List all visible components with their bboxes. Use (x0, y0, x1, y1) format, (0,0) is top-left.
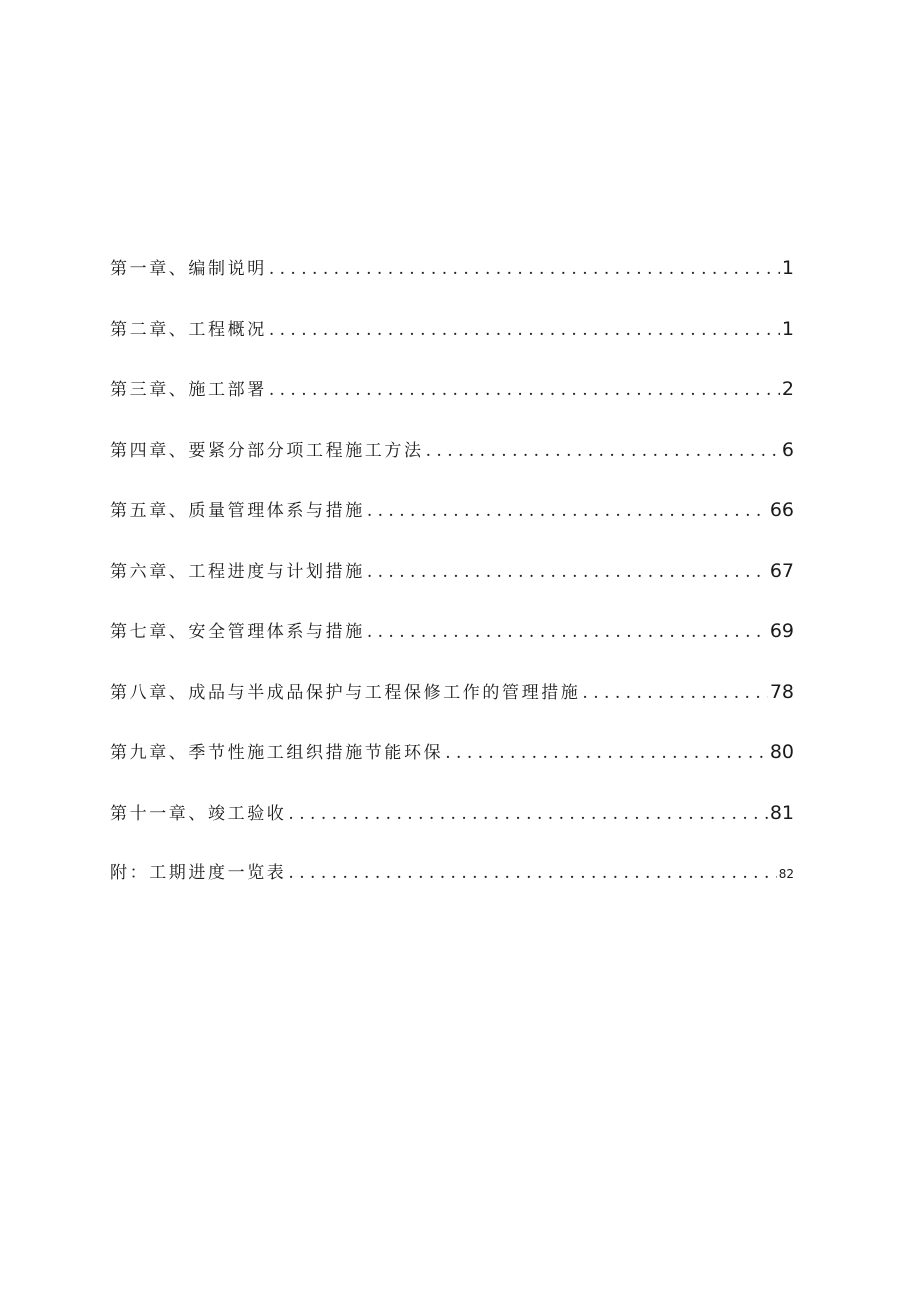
toc-dot-leader (367, 562, 768, 582)
toc-entry-title: 第四章、要紧分部分项工程施工方法 (110, 441, 424, 461)
toc-dot-leader (582, 683, 767, 703)
toc-entry-title: 第九章、季节性施工组织措施节能环保 (110, 743, 444, 763)
toc-entry-title: 第一章、编制说明 (110, 259, 267, 279)
toc-entry-page-number: 66 (769, 499, 794, 521)
toc-entry[interactable] (110, 254, 794, 284)
toc-dot-leader (288, 804, 767, 824)
toc-entry[interactable] (110, 738, 794, 768)
toc-entry-title: 第五章、质量管理体系与措施 (110, 501, 365, 521)
toc-entry-page-number: 78 (769, 681, 794, 703)
toc-entry[interactable] (110, 678, 794, 708)
toc-dot-leader (269, 320, 780, 340)
toc-entry[interactable] (110, 315, 794, 345)
toc-entry-page-number: 81 (769, 802, 794, 824)
toc-entry-title: 第八章、成品与半成品保护与工程保修工作的管理措施 (110, 683, 581, 703)
toc-dot-leader (269, 259, 780, 279)
toc-entry-page-number: 82 (778, 867, 794, 881)
toc-entry-page-number: 1 (781, 257, 794, 279)
toc-entry-page-number: 69 (769, 620, 794, 642)
toc-entry-title: 第七章、安全管理体系与措施 (110, 622, 365, 642)
toc-entry-page-number: 2 (781, 378, 794, 400)
toc-dot-leader (445, 743, 768, 763)
toc-entry-page-number: 1 (781, 318, 794, 340)
toc-entry[interactable] (110, 617, 794, 647)
toc-entry-title: 第六章、工程进度与计划措施 (110, 562, 365, 582)
toc-entry[interactable] (110, 799, 794, 829)
toc-entry-title: 附：工期进度一览表 (110, 863, 287, 883)
toc-entry[interactable] (110, 557, 794, 587)
toc-entry-page-number: 6 (781, 439, 794, 461)
toc-dot-leader (367, 622, 768, 642)
toc-entry[interactable] (110, 436, 794, 466)
toc-dot-leader (288, 863, 776, 883)
toc-entry[interactable] (110, 858, 794, 888)
toc-entry[interactable] (110, 496, 794, 526)
toc-entry-page-number: 80 (769, 741, 794, 763)
toc-entry-title: 第三章、施工部署 (110, 380, 267, 400)
toc-entry[interactable] (110, 375, 794, 405)
toc-entry-title: 第二章、工程概况 (110, 320, 267, 340)
toc-dot-leader (269, 380, 780, 400)
toc-entry-page-number: 67 (769, 560, 794, 582)
toc-dot-leader (367, 501, 768, 521)
toc-dot-leader (426, 441, 780, 461)
toc-entry-title: 第十一章、竣工验收 (110, 804, 287, 824)
